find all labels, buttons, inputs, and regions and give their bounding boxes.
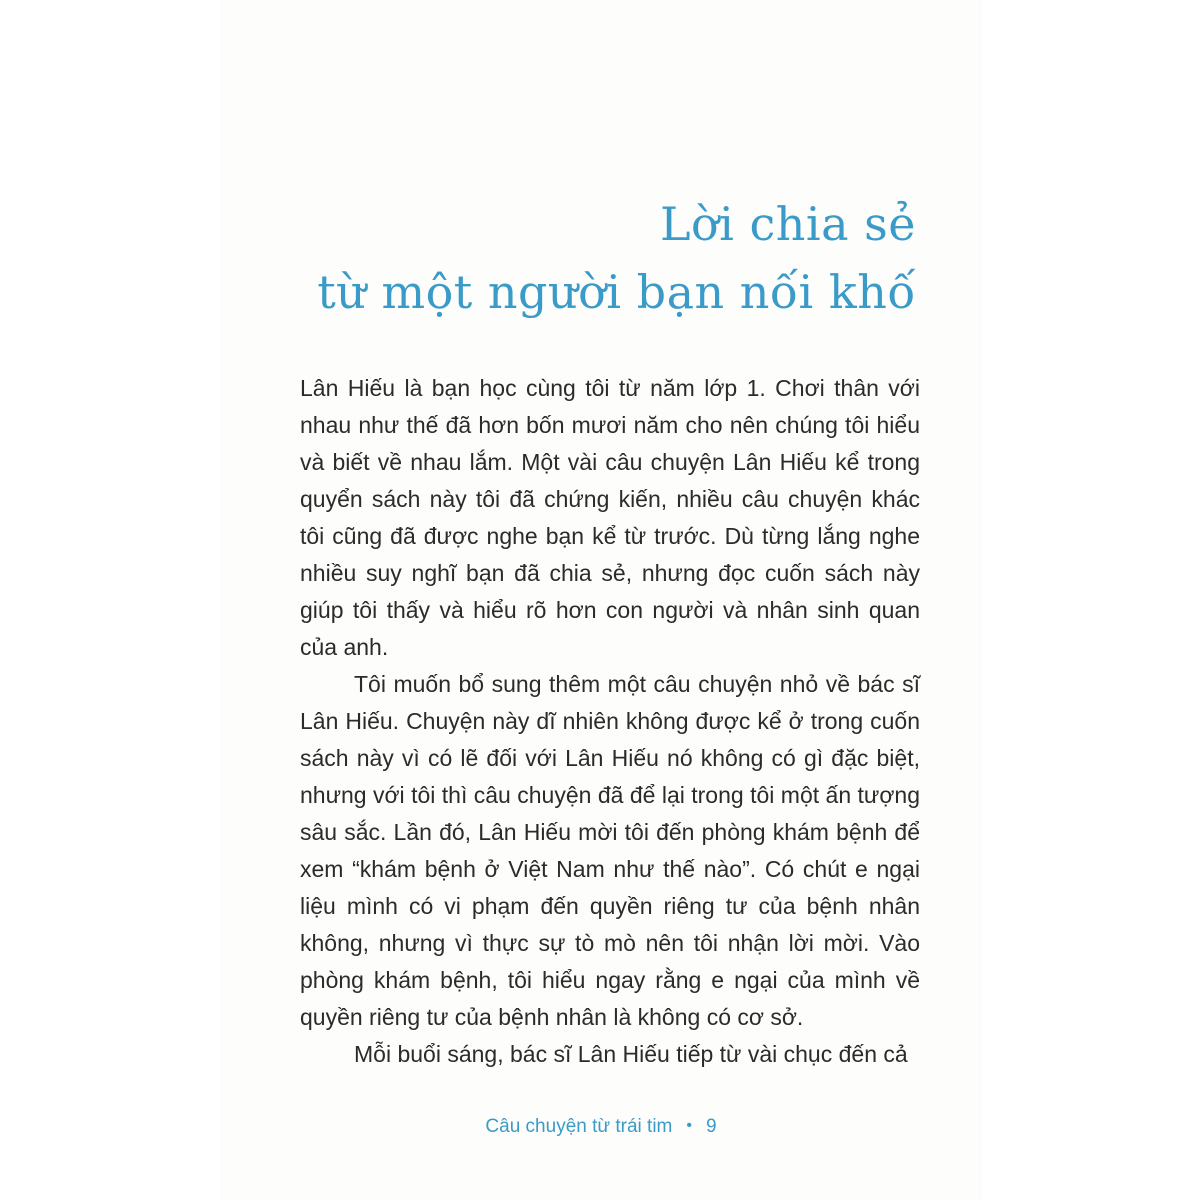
- page-number: 9: [706, 1116, 717, 1137]
- body-text: [300, 370, 920, 1073]
- chapter-title-line-1: Lời chia sẻ: [659, 197, 916, 251]
- paragraph-1: Lân Hiếu là bạn học cùng tôi từ năm lớp 1. Chơi thân với nhau như thế đã hơn bốn mươi năm cho nên chúng tôi hiểu và biết về nhau lắm. Một vài câu chuyện Lân Hiếu kể trong quyển sách này tôi đã chứng kiến, nhiều câu chuyện khác tôi cũng đã được nghe bạn kể từ trước. Dù từng lắng nghe nhiều suy nghĩ bạn đã chia sẻ, nhưng đọc cuốn sách này giúp tôi thấy và hiểu rõ hơn con người và nhân sinh quan của anh.: [300, 375, 920, 660]
- book-page: [222, 0, 980, 1200]
- chapter-title: [317, 190, 916, 326]
- paragraph-2: Tôi muốn bổ sung thêm một câu chuyện nhỏ về bác sĩ Lân Hiếu. Chuyện này dĩ nhiên không được kể ở trong cuốn sách này vì có lẽ đối với Lân Hiếu nó không có gì đặc biệt, nhưng với tôi thì câu chuyện đã để lại trong tôi một ấn tượng sâu sắc. Lần đó, Lân Hiếu mời tôi đến phòng khám bệnh để xem “khám bệnh ở Việt Nam như thế nào”. Có chút e ngại liệu mình có vi phạm đến quyền riêng tư của bệnh nhân không, nhưng vì thực sự tò mò nên tôi nhận lời mời. Vào phòng khám bệnh, tôi hiểu ngay rằng e ngại của mình về quyền riêng tư của bệnh nhân là không có cơ sở.: [300, 671, 920, 1030]
- page-footer: [222, 1116, 980, 1138]
- chapter-title-line-2: từ một người bạn nối khố: [317, 265, 916, 319]
- paragraph-3: Mỗi buổi sáng, bác sĩ Lân Hiếu tiếp từ vài chục đến cả: [354, 1041, 908, 1067]
- footer-bullet: •: [686, 1117, 692, 1134]
- running-title: Câu chuyện từ trái tim: [485, 1116, 673, 1137]
